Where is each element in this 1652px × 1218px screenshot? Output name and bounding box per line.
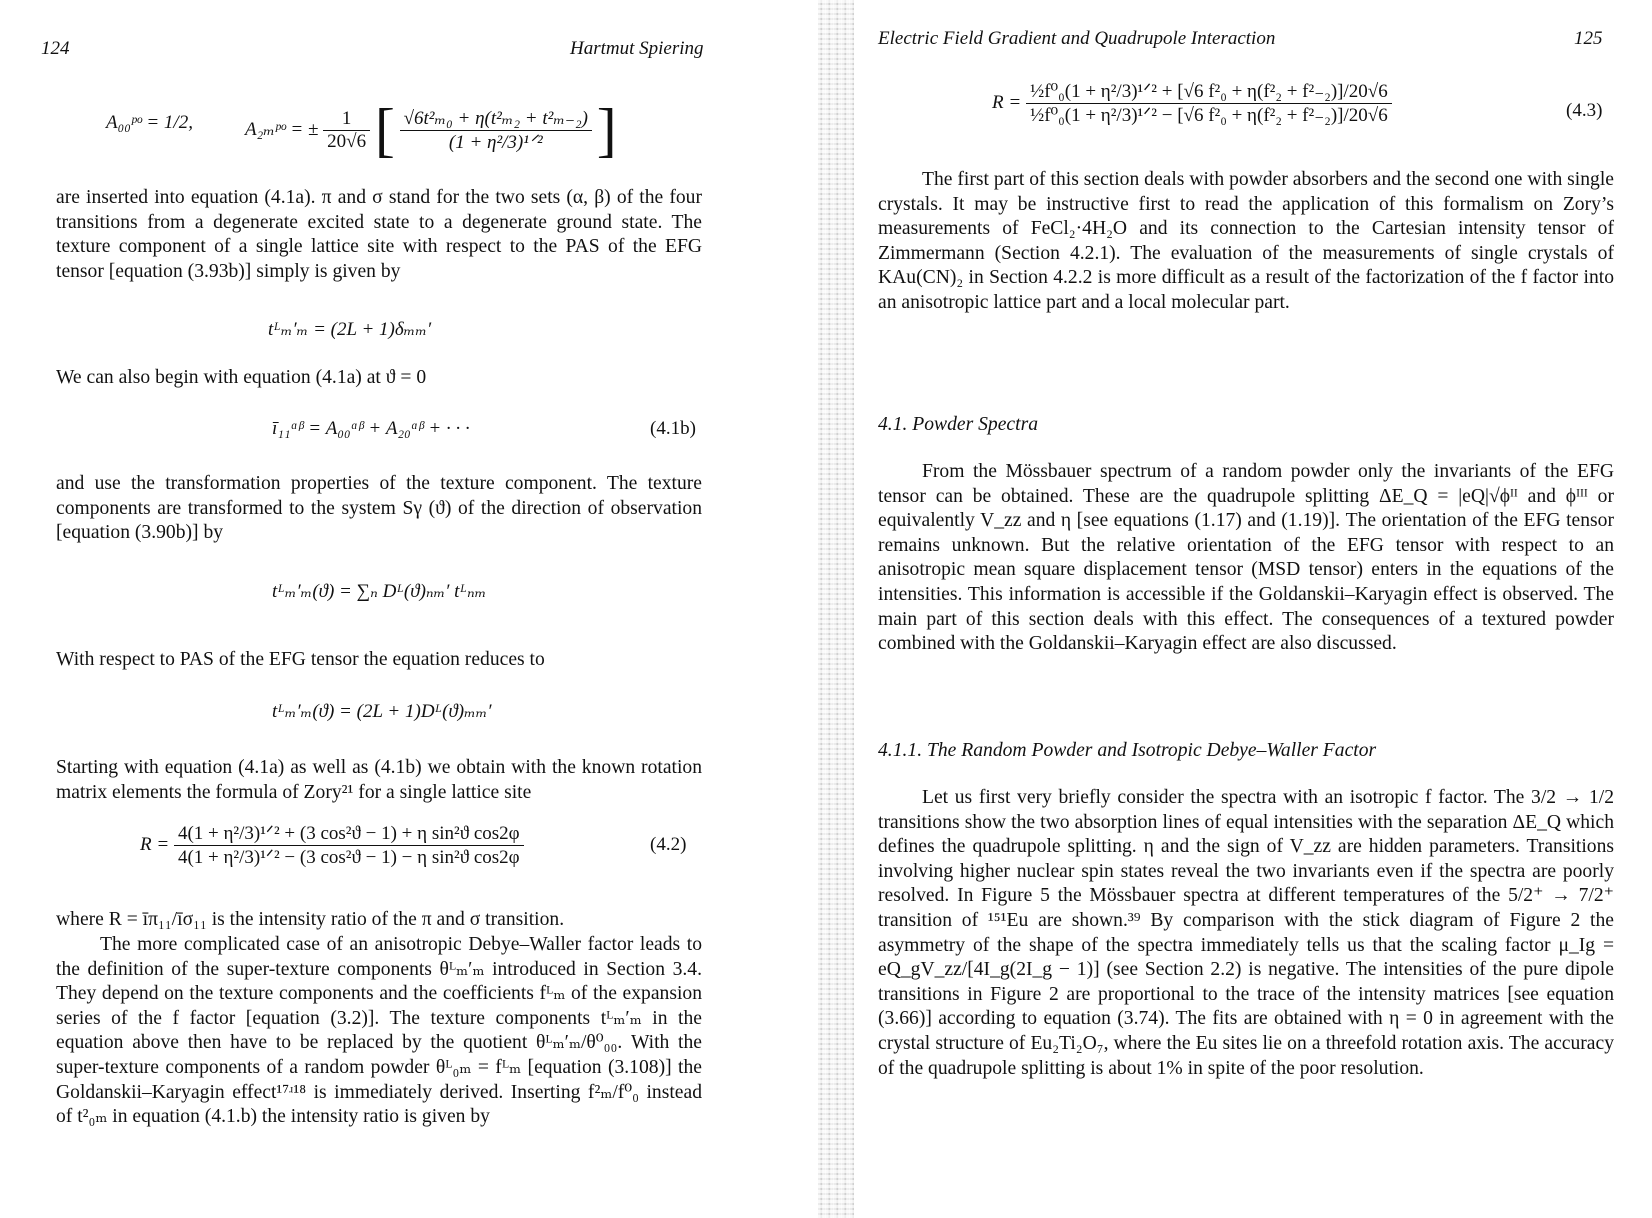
equation-4-2 <box>140 822 524 869</box>
equation-a2m-num: √6t²ₘ₀ + η(t²ₘ₂ + t²ₘ₋₂) <box>400 107 592 131</box>
equation-4-3 <box>992 80 1392 127</box>
equation-a2m: A₂ₘᵖᵒ = ± $\frac{1}{20√6}$ [ $\frac{\text{√6t²ₘ₀ + η(t²ₘ₂ + t²ₘ₋₂)}}{\text{(1 + η²/3)¹ᐟ²}}$ ] <box>245 97 617 163</box>
equation-a00: A₀₀ᵖᵒ = 1/2, <box>106 112 193 133</box>
equation-reduced: tᴸₘ′ₘ(ϑ) = (2L + 1)Dᴸ(ϑ)ₘₘ′ <box>272 701 492 722</box>
equation-a2m-lhs: A₂ₘᵖᵒ = ± <box>245 118 319 140</box>
equation-4-2-lhs: R = <box>140 833 170 855</box>
running-head: Electric Field Gradient and Quadrupole Interaction <box>878 28 1276 49</box>
equation-a2m-coef-num: 1 <box>323 108 370 131</box>
paragraph: where R = īπ₁₁/īσ₁₁ is the intensity ratio of the π and σ transition. <box>56 909 565 930</box>
equation-a2m-den: (1 + η²/3)¹ᐟ² <box>448 132 543 153</box>
section-heading: 4.1.1. The Random Powder and Isotropic Debye–Waller Factor <box>878 740 1377 761</box>
equation-4-2-num: 4(1 + η²/3)¹ᐟ² + (3 cos²ϑ − 1) + η sin²ϑ cos2φ <box>174 822 524 846</box>
equation-label: (4.2) <box>650 834 687 855</box>
paragraph: and use the transformation properties of the texture component. The texture components are transformed to the system Sγ (ϑ) of the direction of observation [equation (3.90b)] by <box>56 473 702 544</box>
equation-texture: tᴸₘ′ₘ = (2L + 1)δₘₘ′ <box>268 319 432 340</box>
equation-4-3-lhs: R = <box>992 91 1022 113</box>
running-head: Hartmut Spiering <box>570 38 704 59</box>
left-page <box>0 0 820 1218</box>
paragraph: The more complicated case of an anisotropic Debye–Waller factor leads to the definition of the super-texture components θᴸₘ′ₘ introduced in Section 3.4. They depend on the texture components and the coefficients fᴸₘ of the expansion series of the f factor [equation (3.2)]. The texture components tᴸₘ′ₘ in the equation above then have to be replaced by the quotient θᴸₘ′ₘ/θ⁰₀₀. With the super-texture components of a random powder θᴸ₀ₘ = fᴸₘ [equation (3.108)] the Goldanskii–Karyagin effect¹⁷ʴ¹⁸ is immediately derived. Inserting f²ₘ/f⁰₀ instead of t²₀ₘ in equation (4.1.b) the intensity ratio is given by <box>56 934 702 1128</box>
page-number: 125 <box>1574 28 1603 49</box>
paragraph: With respect to PAS of the EFG tensor the equation reduces to <box>56 649 545 670</box>
paragraph: Let us first very briefly consider the spectra with an isotropic f factor. The 3/2 → 1/2 transitions show the two absorption lines of equal intensities with the separation ΔE_Q which defines the quadrupole splitting. η and the sign of V_zz are hidden parameters. Transitions involving higher nuclear spin states reveal the two invariants even if the spectra are poorly resolved. In Figure 5 the Mössbauer spectra at different temperatures of the 5/2⁺ → 7/2⁺ transition of ¹⁵¹Eu are shown.³⁹ By comparison with the stick diagram of Figure 2 the asymmetry of the shape of the spectra immediately tells us that the scaling factor μ_Ig = eQ_gV_zz/[4I_g(2I_g − 1)] (see Section 2.2) is negative. The intensities of the pure dipole transitions in Figure 2 are proportional to the trace of the intensity matrices [see equation (3.66)] according to equation (3.74). The fits are obtained with η = 0 in agreement with the crystal structure of Eu₂Ti₂O₇, where the Eu sites lie on a threefold rotation axis. The accuracy of the quadrupole splitting is about 1% in spite of the poor resolution. <box>878 787 1614 1079</box>
section-heading: 4.1. Powder Spectra <box>878 414 1038 435</box>
equation-4-3-den: ½f⁰₀(1 + η²/3)¹ᐟ² − [√6 f²₀ + η(f²₂ + f²₋₂)]/20√6 <box>1029 105 1388 126</box>
right-page <box>848 0 1652 1218</box>
paragraph: The first part of this section deals with powder absorbers and the second one with single crystals. It may be instructive first to read the application of this formalism on Zory’s measurements of FeCl₂·4H₂O and its connection to the Cartesian intensity tensor of Zimmermann (Section 4.2.1). The evaluation of the measurements of single crystals of KAu(CN)₂ in Section 4.2.2 is more difficult as a result of the factorization of the f factor into an anisotropic lattice part and a local molecular part. <box>878 169 1614 313</box>
page-number: 124 <box>41 38 70 59</box>
equation-a2m-coef-den: 20√6 <box>327 131 367 152</box>
equation-label: (4.1b) <box>650 418 696 439</box>
equation-4-1b: ī₁₁ᵅᵝ = A₀₀ᵅᵝ + A₂₀ᵅᵝ + · · · <box>272 418 470 439</box>
paragraph: Starting with equation (4.1a) as well as (4.1b) we obtain with the known rotation matrix elements the formula of Zory²¹ for a single lattice site <box>56 757 702 803</box>
paragraph: We can also begin with equation (4.1a) at ϑ = 0 <box>56 367 427 388</box>
equation-4-3-num: ½f⁰₀(1 + η²/3)¹ᐟ² + [√6 f²₀ + η(f²₂ + f²₋₂)]/20√6 <box>1026 80 1392 104</box>
paragraph: From the Mössbauer spectrum of a random powder only the invariants of the EFG tensor can be obtained. These are the quadrupole splitting ΔE_Q = |eQ|√ϕᴵᴵ and ϕᴵᴵᴵ or equivalently V_zz and η [see equations (1.17) and (1.19)]. The orientation of the EFG tensor remains unknown. But the relative orientation of the EFG tensor with respect to an anisotropic mean square displacement tensor (MSD tensor) enters in the equations of the intensities. This information is accessible if the Goldanskii–Karyagin effect is observed. The main part of this section deals with this effect. The consequences of a textured powder combined with the Goldanskii–Karyagin effect are also discussed. <box>878 461 1614 655</box>
equation-transform: tᴸₘ′ₘ(ϑ) = ∑ₙ Dᴸ(ϑ)ₙₘ′ tᴸₙₘ <box>272 581 487 602</box>
paragraph: are inserted into equation (4.1a). π and σ stand for the two sets (α, β) of the four transitions from a degenerate excited state to a degenerate ground state. The texture component of a single lattice site with respect to the PAS of the EFG tensor [equation (3.93b)] simply is given by <box>56 187 702 282</box>
equation-label: (4.3) <box>1566 100 1603 121</box>
equation-4-2-den: 4(1 + η²/3)¹ᐟ² − (3 cos²ϑ − 1) − η sin²ϑ cos2φ <box>177 847 520 868</box>
